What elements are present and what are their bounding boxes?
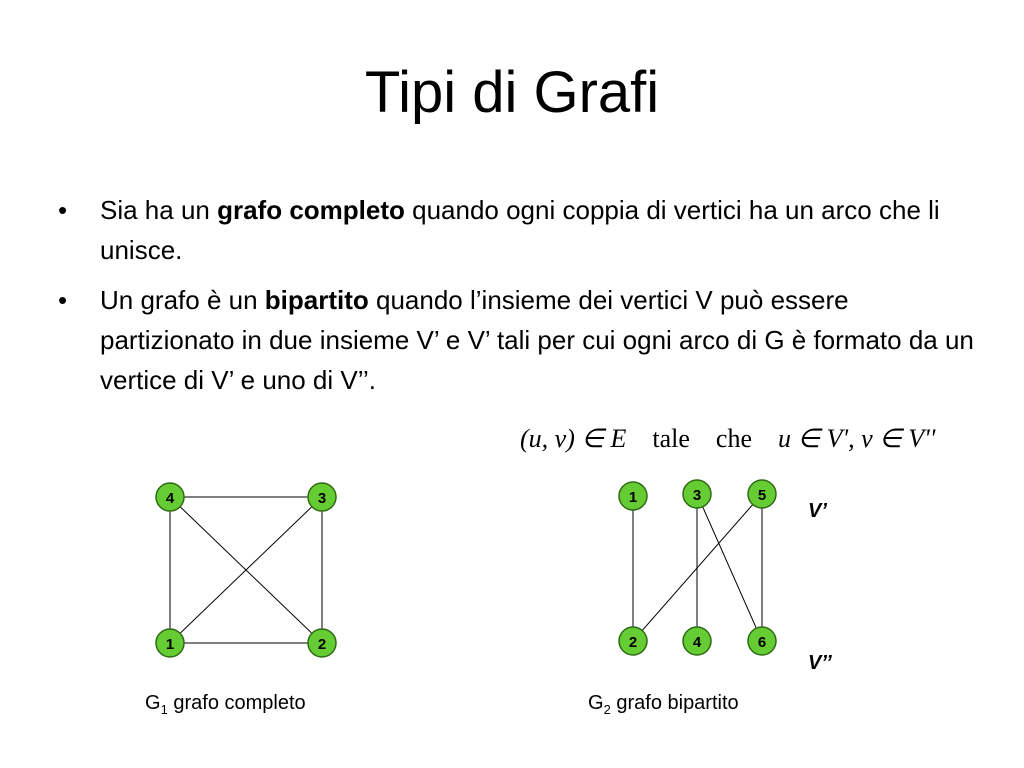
svg-text:3: 3	[317, 490, 327, 507]
partition-label-top: V’	[808, 500, 827, 522]
formula-word-tale: tale	[652, 424, 690, 453]
caption-complete-graph	[145, 690, 306, 723]
graph1-node-3	[308, 483, 336, 511]
slide-title: Tipi di Grafi	[364, 60, 660, 125]
graph2-node-2	[619, 627, 647, 655]
graph2-node-6	[748, 627, 776, 655]
graph-bipartite	[619, 480, 776, 655]
formula-word-che: che	[715, 424, 753, 453]
graph1-node-2	[308, 629, 336, 657]
svg-text:6: 6	[757, 634, 767, 651]
bullet-bold-term: grafo completo	[217, 195, 405, 225]
graph2-node-3	[683, 480, 711, 508]
formula-edge-membership: (u, v) ∈ E	[520, 424, 627, 453]
caption-text: grafo completo	[167, 692, 306, 714]
caption-g: G	[145, 692, 161, 714]
caption-bipartite-graph	[588, 690, 739, 723]
caption-subscript: 2	[603, 702, 611, 717]
graph2-node-1	[619, 482, 647, 510]
bullet-text-before: Sia ha un	[100, 195, 218, 225]
bullet-bold-term: bipartito	[264, 285, 369, 315]
caption-text: grafo bipartito	[610, 692, 739, 714]
bullet-text-before: Un grafo è un	[100, 285, 265, 315]
edge-3-6	[697, 494, 762, 641]
formula-vertex-partition: u ∈ V', v ∈ V''	[778, 424, 936, 453]
partition-label-bottom: V’’	[808, 652, 832, 674]
graph2-node-4	[683, 627, 711, 655]
graph1-node-1	[156, 629, 184, 657]
svg-text:1: 1	[628, 489, 638, 506]
svg-text:2: 2	[317, 636, 327, 653]
graph1-node-4	[156, 483, 184, 511]
bullet-dot: •	[58, 195, 68, 225]
caption-subscript: 1	[160, 702, 168, 717]
graph2-node-5	[748, 480, 776, 508]
svg-text:5: 5	[757, 487, 767, 504]
svg-text:3: 3	[692, 487, 702, 504]
bullet-text-after: quando ogni coppia di vertici ha un arco che li unisce.	[100, 195, 940, 265]
svg-text:2: 2	[628, 634, 638, 651]
svg-text:4: 4	[692, 634, 702, 651]
svg-text:1: 1	[165, 636, 175, 653]
bullet-dot: •	[58, 285, 68, 315]
graph-complete	[156, 483, 336, 657]
svg-text:4: 4	[165, 490, 175, 507]
bullet-text-after: quando l’insieme dei vertici V può essere partizionato in due insieme V’ e V’ tali per cui ogni arco di G è formato da un vertice di V’ e uno di V’’.	[100, 285, 974, 395]
caption-g: G	[588, 692, 604, 714]
